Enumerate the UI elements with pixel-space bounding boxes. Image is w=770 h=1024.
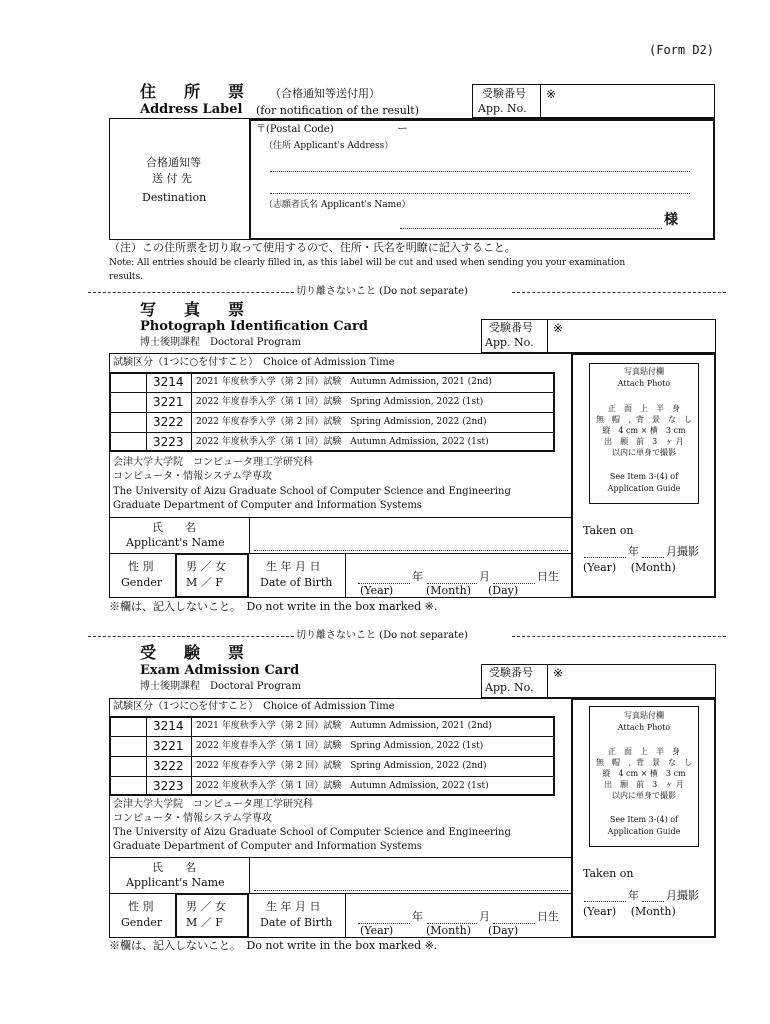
univ-jp-2: コンピュータ・情報システム学専攻	[113, 471, 272, 482]
address-title-sub-jp: （合格通知等送付用）	[270, 87, 380, 100]
choice-desc: 2022 年度春季入学（第 1 回）試験 Spring Admission, 2022 (1st)	[196, 741, 484, 751]
applicant-name-field[interactable]	[252, 519, 568, 551]
appno-label-en: App. No.	[485, 336, 534, 349]
choice-label: 試験区分（1つに○を付すこと） Choice of Admission Time	[113, 701, 395, 712]
taken-year-jp: 年	[628, 889, 639, 902]
appno-mark: ※	[546, 87, 557, 101]
taken-on-label: Taken on	[583, 867, 634, 880]
appno-mark: ※	[553, 321, 564, 335]
dob-year-jp: 年	[412, 570, 423, 583]
card-title-jp: 写 真 票	[140, 300, 251, 319]
appno-mark: ※	[553, 666, 564, 680]
photo-text: 正 面 上 半 身	[608, 747, 680, 756]
dob-day-en: (Day)	[488, 584, 519, 597]
gender-label-jp: 性 別	[128, 900, 154, 913]
photo-text: 縦 4 cm × 横 3 cm	[602, 769, 686, 778]
dob-year-en: (Year)	[360, 584, 394, 597]
gender-options-jp[interactable]: 男 ／ 女	[186, 560, 226, 573]
dob-month-jp: 月	[479, 570, 490, 583]
address-note-en-1: Note: All entries should be clearly filled in, as this label will be cut and used when sending you your examination	[109, 258, 626, 268]
name-field-label: （志願者氏名 Applicant's Name）	[264, 200, 411, 210]
photo-text: 無 帽 、背 景 な し	[596, 758, 692, 767]
photo-text: 写真貼付欄	[624, 367, 664, 376]
photo-text: 写真貼付欄	[624, 711, 664, 720]
gender-options-en[interactable]: M ／ F	[186, 576, 223, 589]
cut-line-right	[512, 292, 726, 293]
choice-checkbox-3223[interactable]	[109, 776, 146, 796]
photo-text: 出 願 前 3 ヶ 月	[604, 780, 684, 789]
choice-desc: 2021 年度秋季入学（第 2 回）試験 Autumn Admission, 2021 (2nd)	[196, 721, 492, 731]
choice-desc: 2022 年度春季入学（第 1 回）試験 Spring Admission, 2022 (1st)	[196, 397, 484, 407]
cut-line-label: 切り離さないこと (Do not separate)	[296, 630, 468, 641]
taken-en: (Year) (Month)	[583, 561, 676, 574]
photo-text: 出 願 前 3 ヶ 月	[604, 437, 684, 446]
choice-checkbox-3221[interactable]	[109, 392, 146, 412]
choice-checkbox-3214[interactable]	[109, 372, 146, 392]
choice-code: 3222	[153, 759, 184, 773]
photo-text: Attach Photo	[617, 723, 671, 732]
photo-text: 以内に単身で撮影	[612, 791, 676, 800]
gender-label-en: Gender	[121, 916, 163, 929]
postal-code-dash: ー	[397, 122, 408, 135]
address-line-2	[270, 193, 690, 194]
taken-on-label: Taken on	[583, 524, 634, 537]
gender-label-jp: 性 別	[128, 560, 154, 573]
applicant-name-label-en: Applicant's Name	[126, 536, 225, 549]
appno-label-en: App. No.	[478, 102, 527, 115]
choice-desc: 2022 年度秋季入学（第 1 回）試験 Autumn Admission, 2022 (1st)	[196, 437, 489, 447]
choice-checkbox-3223[interactable]	[109, 432, 146, 452]
cut-line-left	[88, 636, 294, 637]
choice-code: 3223	[153, 435, 184, 449]
univ-en-2: Graduate Department of Computer and Information Systems	[113, 500, 422, 511]
dob-year-jp: 年	[412, 910, 423, 923]
appno-label-en: App. No.	[485, 681, 534, 694]
cut-line-left	[88, 292, 294, 293]
choice-desc: 2022 年度春季入学（第 2 回）試験 Spring Admission, 2022 (2nd)	[196, 417, 487, 427]
univ-jp-1: 会津大学大学院 コンピュータ理工学研究科	[113, 799, 313, 810]
dob-year-en: (Year)	[360, 924, 394, 937]
applicant-name-label-en: Applicant's Name	[126, 876, 225, 889]
footnote: ※欄は、記入しないこと。 Do not write in the box marked ※.	[109, 600, 438, 613]
photo-text: See Item 3-(4) of	[609, 815, 679, 824]
univ-en-2: Graduate Department of Computer and Information Systems	[113, 841, 422, 852]
choice-desc: 2022 年度春季入学（第 2 回）試験 Spring Admission, 2022 (2nd)	[196, 761, 487, 771]
card-title-jp: 受 験 票	[140, 643, 251, 662]
card-title-en: Photograph Identification Card	[140, 319, 368, 334]
dob-day-jp: 日生	[537, 910, 559, 923]
dest-label-en: Destination	[142, 191, 207, 204]
choice-desc: 2021 年度秋季入学（第 2 回）試験 Autumn Admission, 2021 (2nd)	[196, 377, 492, 387]
card-program: 博士後期課程 Doctoral Program	[140, 337, 301, 348]
choice-code: 3214	[153, 375, 184, 389]
photo-text: See Item 3-(4) of	[609, 472, 679, 481]
gender-options-jp[interactable]: 男 ／ 女	[186, 900, 226, 913]
applicant-name-label-jp: 氏 名	[152, 861, 196, 874]
cut-line-right	[512, 636, 726, 637]
photo-text: 以内に単身で撮影	[612, 448, 676, 457]
dest-label-jp-1: 合格通知等	[146, 156, 201, 169]
dob-label-en: Date of Birth	[260, 576, 333, 589]
choice-code: 3221	[153, 395, 184, 409]
univ-jp-2: コンピュータ・情報システム学専攻	[113, 813, 272, 824]
applicant-name-label-jp: 氏 名	[152, 521, 196, 534]
dob-day-jp: 日生	[537, 570, 559, 583]
taken-year-jp: 年	[628, 545, 639, 558]
photo-text: 正 面 上 半 身	[608, 404, 680, 413]
choice-code: 3214	[153, 719, 184, 733]
taken-month-jp: 月撮影	[666, 889, 699, 902]
address-title-sub-en: (for notification of the result)	[256, 104, 420, 117]
photo-text: 無 帽 、背 景 な し	[596, 415, 692, 424]
appno-label-jp: 受験番号	[489, 666, 533, 679]
dob-label-en: Date of Birth	[260, 916, 333, 929]
sama-suffix: 様	[664, 212, 678, 228]
address-note-en-2: results.	[109, 272, 144, 282]
choice-code: 3221	[153, 739, 184, 753]
applicant-name-field[interactable]	[252, 859, 568, 891]
choice-checkbox-3222[interactable]	[109, 756, 146, 776]
appno-label-jp: 受験番号	[489, 321, 533, 334]
dob-label-jp: 生 年 月 日	[266, 560, 321, 573]
photo-text: 縦 4 cm × 横 3 cm	[602, 426, 686, 435]
cut-line-label: 切り離さないこと (Do not separate)	[296, 286, 468, 297]
dob-month-en: (Month)	[426, 584, 472, 597]
address-note-jp: （注）この住所票を切り取って使用するので、住所・氏名を明瞭に記入すること。	[109, 241, 516, 254]
choice-checkbox-3222[interactable]	[109, 412, 146, 432]
univ-en-1: The University of Aizu Graduate School of Computer Science and Engineering	[113, 486, 511, 497]
dob-month-en: (Month)	[426, 924, 472, 937]
choice-checkbox-3221[interactable]	[109, 736, 146, 756]
choice-checkbox-3214[interactable]	[109, 716, 146, 736]
photo-text: Application Guide	[607, 484, 681, 493]
footnote: ※欄は、記入しないこと。 Do not write in the box marked ※.	[109, 939, 438, 952]
choice-label: 試験区分（1つに○を付すこと） Choice of Admission Time	[113, 357, 395, 368]
destination-address-area[interactable]	[249, 119, 715, 240]
photo-text: Attach Photo	[617, 379, 671, 388]
choice-code: 3223	[153, 779, 184, 793]
name-line	[400, 228, 662, 229]
address-title-jp: 住 所 票	[140, 82, 251, 101]
appno-label-jp: 受験番号	[482, 87, 526, 100]
dob-label-jp: 生 年 月 日	[266, 900, 321, 913]
dest-label-jp-2: 送 付 先	[152, 172, 192, 185]
univ-en-1: The University of Aizu Graduate School of Computer Science and Engineering	[113, 827, 511, 838]
dob-day-en: (Day)	[488, 924, 519, 937]
dob-month-jp: 月	[479, 910, 490, 923]
gender-options-en[interactable]: M ／ F	[186, 916, 223, 929]
univ-jp-1: 会津大学大学院 コンピュータ理工学研究科	[113, 457, 313, 468]
choice-desc: 2022 年度秋季入学（第 1 回）試験 Autumn Admission, 2022 (1st)	[196, 781, 489, 791]
taken-en: (Year) (Month)	[583, 905, 676, 918]
gender-label-en: Gender	[121, 576, 163, 589]
postal-code-label: 〒(Postal Code)	[256, 124, 334, 135]
photo-text: Application Guide	[607, 827, 681, 836]
address-field-label: （住所 Applicant's Address）	[264, 141, 394, 151]
address-line-1	[270, 171, 690, 172]
card-program: 博士後期課程 Doctoral Program	[140, 681, 301, 692]
form-id: (Form D2)	[649, 43, 715, 57]
card-title-en: Exam Admission Card	[140, 663, 300, 678]
address-title-en: Address Label	[140, 102, 243, 117]
taken-month-jp: 月撮影	[666, 545, 699, 558]
choice-code: 3222	[153, 415, 184, 429]
